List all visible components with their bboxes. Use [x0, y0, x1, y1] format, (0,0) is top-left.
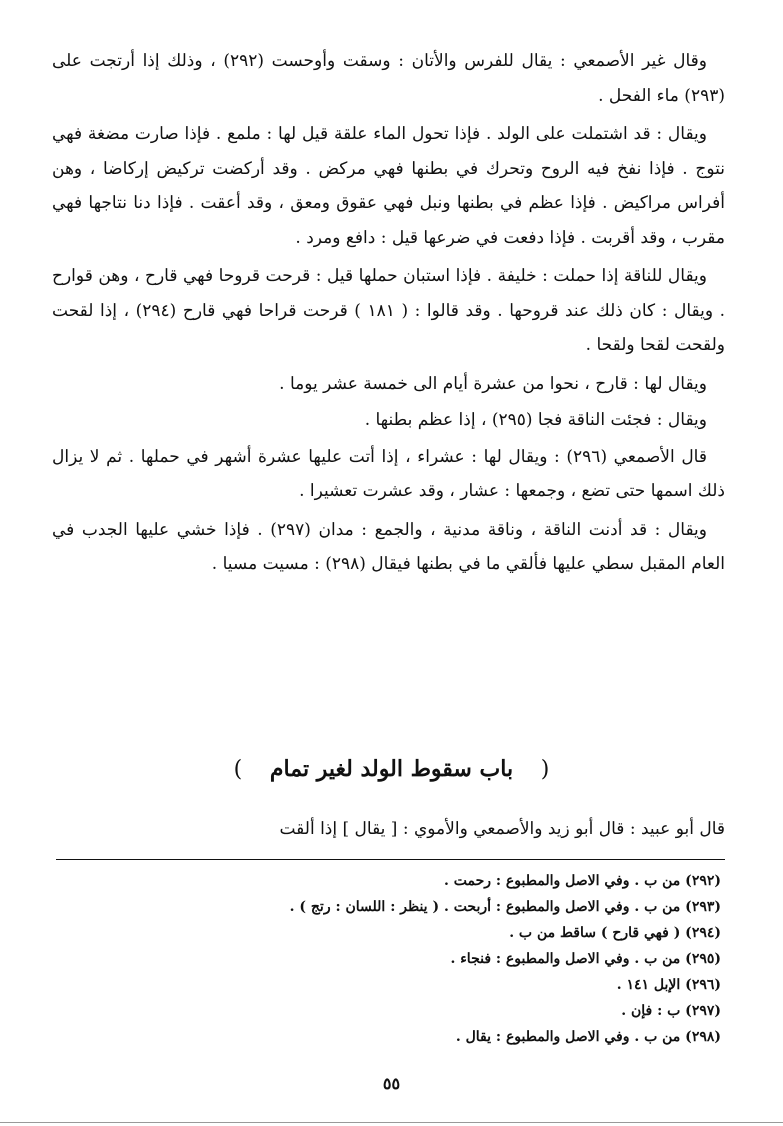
- paragraph: ويقال للناقة إذا حملت : خليفة . فإذا استبان حملها قيل : قرحت قروحا فهي قارح ، وهن قوارح . ويقال : كان ذلك عند قروحها . وقد قالوا : ( ١٨١ ) قرحت قراحا فهي قارح (٢٩٤) ، إذا لقحت ولقحت لقحا ولقحا .: [52, 266, 726, 355]
- page-bottom-edge: [0, 1122, 783, 1123]
- footnote-divider: [56, 859, 725, 860]
- main-text: [52, 44, 725, 586]
- paragraph: ويقال لها : قارح ، نحوا من عشرة أيام الى خمسة عشر يوما .: [279, 373, 707, 394]
- section-heading: [0, 756, 783, 782]
- paragraph: قال الأصمعي (٢٩٦) : ويقال لها : عشراء ، إذا أتت عليها عشرة أشهر في حملها . ثم لا يزال ذلك اسمها حتى تضع ، وجمعها : عشار ، وقد عشرت تعشيرا .: [52, 446, 725, 501]
- heading-close-paren: ): [233, 757, 243, 782]
- footnote: (٢٩٥) من ب . وفي الاصل والمطبوع : فنجاء .: [450, 951, 721, 967]
- heading-open-paren: (: [540, 757, 550, 782]
- footnote: (٢٩٦) الإبل ١٤١ .: [616, 977, 721, 993]
- continuation-line: قال أبو عبيد : قال أبو زيد والأصمعي والأموي : [ يقال ] إذا ألقت: [279, 819, 725, 839]
- paragraph: ويقال : قد اشتملت على الولد . فإذا تحول الماء علقة قيل لها : ملمع . فإذا صارت مضغة فهي نتوج . فإذا نفخ فيه الروح وتحرك في بطنها فهي مركض . وقد أركضت تركيض إركاضا ، وهن أفراس مراكيض . فإذا عظم في بطنها ونبل فهي عقوق ومعق ، وقد أعقت . فإذا دنا نتاجها فهي مقرب ، وقد أقربت . فإذا دفعت في ضرعها قيل : دافع ومرد .: [52, 124, 725, 248]
- footnotes: [60, 868, 721, 1050]
- footnote: (٢٩٢) من ب . وفي الاصل والمطبوع : رحمت .: [444, 873, 721, 889]
- paragraph: ويقال : قد أدنت الناقة ، وناقة مدنية ، والجمع : مدان (٢٩٧) . فإذا خشي عليها الجدب في العام المقبل سطي عليها فألقي ما في بطنها فيقال (٢٩٨) : مسيت مسيا .: [52, 519, 725, 574]
- paragraph: وقال غير الأصمعي : يقال للفرس والأتان : وسقت وأوحست (٢٩٢) ، وذلك إذا أرتجت على (٢٩٣) ماء الفحل .: [52, 51, 725, 106]
- heading-title: باب سقوط الولد لغير تمام: [269, 756, 514, 782]
- paragraph: ويقال : فجئت الناقة فجا (٢٩٥) ، إذا عظم بطنها .: [364, 410, 707, 430]
- footnote: (٢٩٤) ( فهي قارح ) ساقط من ب .: [509, 925, 721, 941]
- page-number: ٥٥: [382, 1074, 401, 1093]
- footnote: (٢٩٣) من ب . وفي الاصل والمطبوع : أربحت . ( ينظر : اللسان : رتج ) .: [289, 899, 721, 915]
- footnote: (٢٩٧) ب : فإن .: [621, 1003, 721, 1019]
- footnote: (٢٩٨) من ب . وفي الاصل والمطبوع : يقال .: [455, 1029, 721, 1045]
